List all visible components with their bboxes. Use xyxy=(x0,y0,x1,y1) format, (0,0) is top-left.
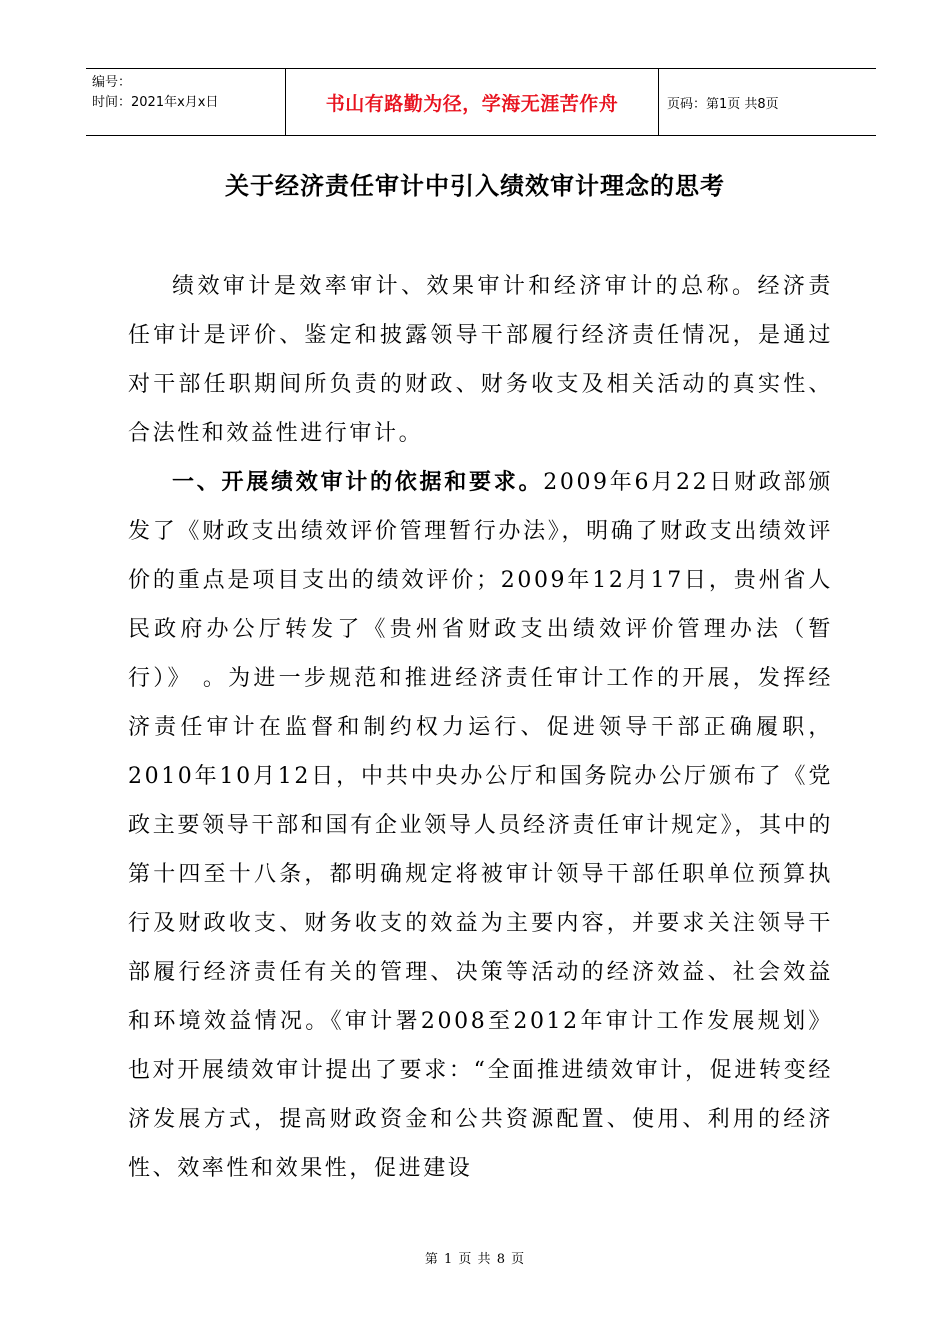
section-body: 2009年6月22日财政部颁发了《财政支出绩效评价管理暂行办法》，明确了财政支出绩效评价的重点是项目支出的绩效评价；2009年12月17日，贵州省人民政府办公厅转发了《贵州省财政支出绩效评价管理办法（暂行）》 。为进一步规范和推进经济责任审计工作的开展，发挥经济责任审计在监督和制约权力运行、促进领导干部正确履职，2010年10月12日，中共中央办公厅和国务院办公厅颁布了《党政主要领导干部和国有企业领导人员经济责任审计规定》，其中的第十四至十八条，都明确规定将被审计领导干部任职单位预算执行及财政收支、财务收支的效益为主要内容，并要求关注领导干部履行经济责任有关的管理、决策等活动的经济效益、社会效益和环境效益情况。《审计署2008至2012年审计工作发展规划》也对开展绩效审计提出了要求：“全面推进绩效审计，促进转变经济发展方式，提高财政资金和公共资源配置、使用、利用的经济性、效率性和效果性，促进建设 xyxy=(128,470,833,1181)
document-header xyxy=(86,68,876,136)
document-body xyxy=(128,262,833,1193)
section-heading: 一、开展绩效审计的依据和要求。 xyxy=(172,470,544,495)
document-title: 关于经济责任审计中引入绩效审计理念的思考 xyxy=(225,172,725,200)
paragraph-intro: 绩效审计是效率审计、效果审计和经济审计的总称。经济责任审计是评价、鉴定和披露领导干部履行经济责任情况，是通过对干部任职期间所负责的财政、财务收支及相关活动的真实性、合法性和效益性进行审计。 xyxy=(128,274,833,446)
header-number-label: 编号： xyxy=(92,75,132,90)
header-motto: 书山有路勤为径，学海无涯苦作舟 xyxy=(286,69,659,135)
page-footer: 第 1 页 共 8 页 xyxy=(424,1252,526,1267)
header-meta-cell xyxy=(86,69,286,135)
paragraph-section-1 xyxy=(128,458,833,1193)
header-time-label: 时间：2021年x月x日 xyxy=(92,95,219,110)
header-page-info: 页码：第1页 共8页 xyxy=(667,96,779,112)
